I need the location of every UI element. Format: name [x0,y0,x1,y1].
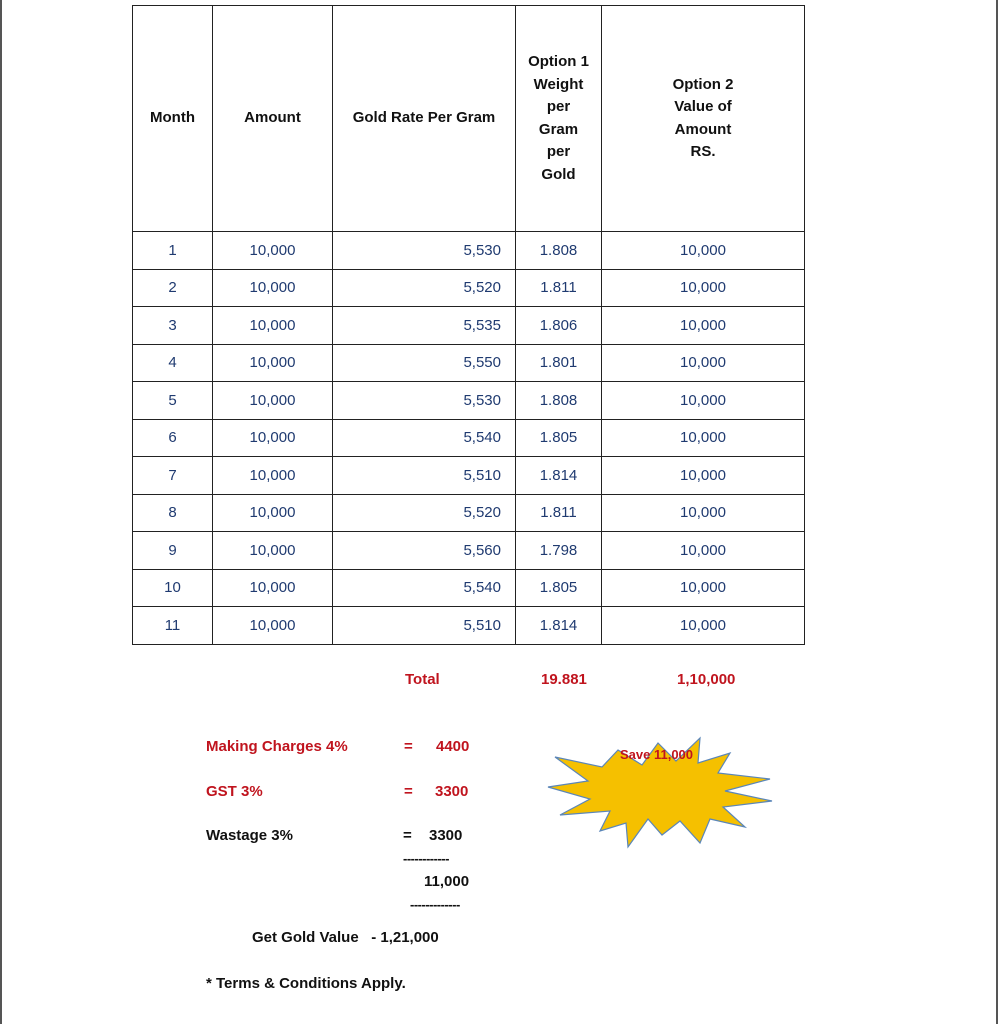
option2-line: Amount [674,120,732,138]
cell-weight: 1.806 [516,307,602,345]
cell-month: 10 [133,569,213,607]
total-value: 1,10,000 [677,671,736,688]
option2-line: RS. [690,143,716,160]
cell-amount: 10,000 [213,382,333,420]
cell-amount: 10,000 [213,457,333,495]
cell-month: 3 [133,307,213,345]
cell-value: 10,000 [602,494,805,532]
table-row [133,607,805,645]
cell-amount: 10,000 [213,419,333,457]
table-row [133,269,805,307]
total-weight: 19.881 [541,671,587,688]
gst-equals: = [404,783,413,800]
total-label: Total [405,671,440,688]
cell-weight: 1.801 [516,344,602,382]
cell-amount: 10,000 [213,532,333,570]
table-header-row [133,6,805,232]
cell-value: 10,000 [602,607,805,645]
gold-savings-table [132,5,805,645]
cell-value: 10,000 [602,269,805,307]
header-amount: Amount [213,6,333,232]
making-charges-value: 4400 [436,738,470,755]
cell-gold-rate: 5,510 [333,607,516,645]
cell-value: 10,000 [602,457,805,495]
option1-line: per [546,143,571,160]
cell-weight: 1.808 [516,382,602,420]
save-label: Save 11,000 [620,747,694,762]
table-row [133,457,805,495]
table-row [133,569,805,607]
header-option1-text [524,51,594,186]
making-charges-equals: = [404,738,413,755]
cell-gold-rate: 5,540 [333,569,516,607]
cell-value: 10,000 [602,232,805,270]
wastage-equals: = [403,827,412,844]
cell-amount: 10,000 [213,569,333,607]
header-option1 [516,6,602,232]
table-row [133,232,805,270]
cell-month: 11 [133,607,213,645]
cell-gold-rate: 5,530 [333,232,516,270]
cell-amount: 10,000 [213,607,333,645]
cell-value: 10,000 [602,344,805,382]
option1-line: Gold [541,165,576,183]
cell-gold-rate: 5,510 [333,457,516,495]
gst-label: GST 3% [206,783,263,800]
cell-gold-rate: 5,535 [333,307,516,345]
wastage-label: Wastage 3% [206,827,293,844]
cell-weight: 1.811 [516,269,602,307]
option1-line: Option 1 [528,53,589,70]
charges-sum: 11,000 [424,873,470,890]
table-row [133,344,805,382]
separator-dashes-1: ------------ [403,851,449,866]
cell-weight: 1.805 [516,569,602,607]
cell-weight: 1.805 [516,419,602,457]
table-row [133,419,805,457]
cell-weight: 1.798 [516,532,602,570]
option1-line: per [546,98,571,115]
wastage-value: 3300 [429,827,463,844]
cell-month: 1 [133,232,213,270]
cell-gold-rate: 5,550 [333,344,516,382]
cell-month: 8 [133,494,213,532]
option1-line: Gram [538,120,579,138]
cell-value: 10,000 [602,307,805,345]
cell-gold-rate: 5,520 [333,269,516,307]
header-option2 [602,6,805,232]
cell-month: 6 [133,419,213,457]
cell-value: 10,000 [602,382,805,420]
cell-amount: 10,000 [213,344,333,382]
separator-dashes-2: ------------- [410,897,460,912]
cell-month: 9 [133,532,213,570]
option1-line: Weight [533,75,584,93]
cell-month: 4 [133,344,213,382]
cell-value: 10,000 [602,532,805,570]
terms-note: * Terms & Conditions Apply. [206,975,406,992]
table-row [133,532,805,570]
cell-weight: 1.814 [516,457,602,495]
cell-weight: 1.808 [516,232,602,270]
option2-line: Option 2 [672,75,734,93]
option2-line: Value of [674,98,732,115]
cell-gold-rate: 5,540 [333,419,516,457]
cell-gold-rate: 5,530 [333,382,516,420]
header-month: Month [133,6,213,232]
header-option2-text [658,74,748,164]
cell-amount: 10,000 [213,232,333,270]
cell-month: 2 [133,269,213,307]
making-charges-label: Making Charges 4% [206,738,348,755]
table-row [133,307,805,345]
cell-month: 5 [133,382,213,420]
table-row [133,382,805,420]
cell-value: 10,000 [602,419,805,457]
table-row [133,494,805,532]
cell-gold-rate: 5,560 [333,532,516,570]
cell-weight: 1.811 [516,494,602,532]
gst-value: 3300 [435,783,469,800]
get-gold-value: Get Gold Value - 1,21,000 [252,929,439,946]
cell-amount: 10,000 [213,494,333,532]
cell-amount: 10,000 [213,307,333,345]
cell-amount: 10,000 [213,269,333,307]
page-border-left [0,0,2,1024]
header-gold-rate: Gold Rate Per Gram [333,6,516,232]
cell-gold-rate: 5,520 [333,494,516,532]
cell-value: 10,000 [602,569,805,607]
cell-weight: 1.814 [516,607,602,645]
cell-month: 7 [133,457,213,495]
